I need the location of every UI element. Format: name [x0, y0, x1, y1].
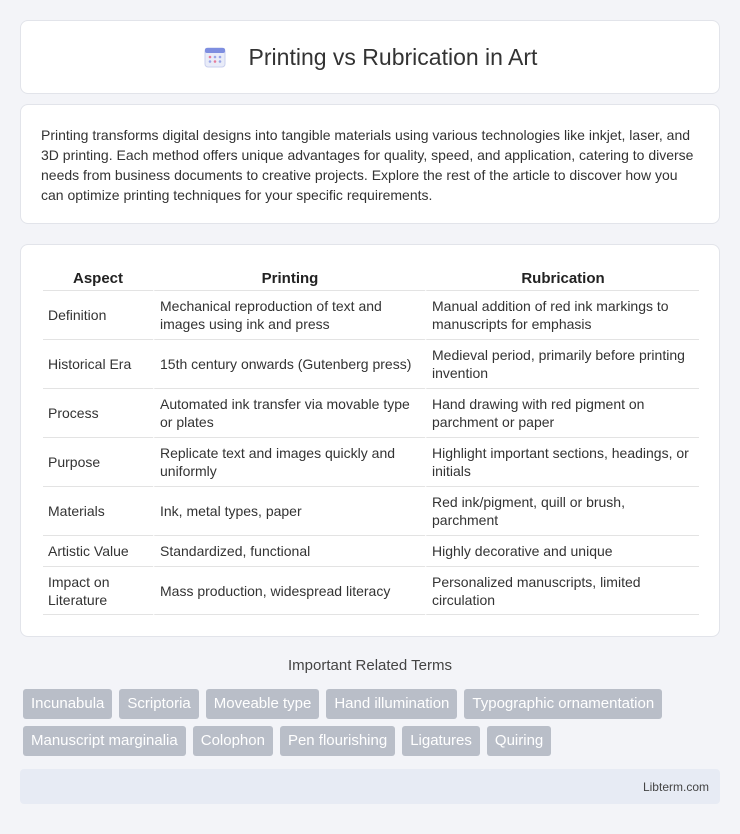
- header-printing: Printing: [153, 265, 425, 290]
- tag-moveable-type[interactable]: Moveable type: [206, 689, 320, 719]
- related-terms-list: [23, 689, 723, 763]
- cell-rubrication: Highlight important sections, headings, or initials: [425, 437, 699, 486]
- cell-aspect: Historical Era: [43, 339, 153, 388]
- cell-rubrication: Highly decorative and unique: [425, 535, 699, 566]
- table-row: [43, 437, 699, 486]
- tag-manuscript-marginalia[interactable]: Manuscript marginalia: [23, 726, 186, 756]
- related-terms-title: Important Related Terms: [288, 657, 452, 674]
- cell-printing: Ink, metal types, paper: [153, 486, 425, 535]
- table-row: [43, 566, 699, 615]
- header-rubrication: Rubrication: [425, 265, 699, 290]
- tag-incunabula[interactable]: Incunabula: [23, 689, 112, 719]
- tag-typographic-ornamentation[interactable]: Typographic ornamentation: [464, 689, 662, 719]
- table-row: [43, 339, 699, 388]
- cell-aspect: Definition: [43, 290, 153, 339]
- cell-printing: Replicate text and images quickly and uniformly: [153, 437, 425, 486]
- title-card: [20, 20, 720, 94]
- cell-printing: Mass production, widespread literacy: [153, 566, 425, 615]
- footer-site-link[interactable]: Libterm.com: [642, 780, 709, 794]
- tag-scriptoria[interactable]: Scriptoria: [119, 689, 198, 719]
- cell-rubrication: Personalized manuscripts, limited circulation: [425, 566, 699, 615]
- tag-colophon[interactable]: Colophon: [193, 726, 273, 756]
- cell-aspect: Materials: [43, 486, 153, 535]
- tag-pen-flourishing[interactable]: Pen flourishing: [280, 726, 395, 756]
- cell-aspect: Artistic Value: [43, 535, 153, 566]
- cell-rubrication: Hand drawing with red pigment on parchment or paper: [425, 388, 699, 437]
- table-row: [43, 388, 699, 437]
- tag-hand-illumination[interactable]: Hand illumination: [326, 689, 457, 719]
- intro-card: [20, 104, 720, 224]
- cell-printing: Mechanical reproduction of text and images using ink and press: [153, 290, 425, 339]
- cell-aspect: Process: [43, 388, 153, 437]
- tag-quiring[interactable]: Quiring: [487, 726, 551, 756]
- intro-text: Printing transforms digital designs into tangible materials using various technologies like inkjet, laser, and 3D printing. Each method offers unique advantages for quality, speed, and application, catering to diverse needs from business documents to creative projects. Explore the rest of the article to discover how you can optimize printing techniques for your specific requirements.: [41, 127, 694, 203]
- cell-rubrication: Manual addition of red ink markings to manuscripts for emphasis: [425, 290, 699, 339]
- cell-printing: 15th century onwards (Gutenberg press): [153, 339, 425, 388]
- table-row: [43, 535, 699, 566]
- cell-rubrication: Red ink/pigment, quill or brush, parchment: [425, 486, 699, 535]
- cell-aspect: Impact on Literature: [43, 566, 153, 615]
- calendar-icon: [203, 45, 227, 69]
- footer: [20, 769, 720, 804]
- comparison-table: [43, 265, 699, 615]
- cell-aspect: Purpose: [43, 437, 153, 486]
- header-aspect: Aspect: [72, 270, 124, 287]
- page-title: Printing vs Rubrication in Art: [248, 43, 538, 70]
- cell-printing: Standardized, functional: [153, 535, 425, 566]
- tag-ligatures[interactable]: Ligatures: [402, 726, 480, 756]
- comparison-card: [20, 244, 720, 637]
- cell-rubrication: Medieval period, primarily before printing invention: [425, 339, 699, 388]
- table-row: [43, 486, 699, 535]
- cell-printing: Automated ink transfer via movable type or plates: [153, 388, 425, 437]
- table-row: [43, 290, 699, 339]
